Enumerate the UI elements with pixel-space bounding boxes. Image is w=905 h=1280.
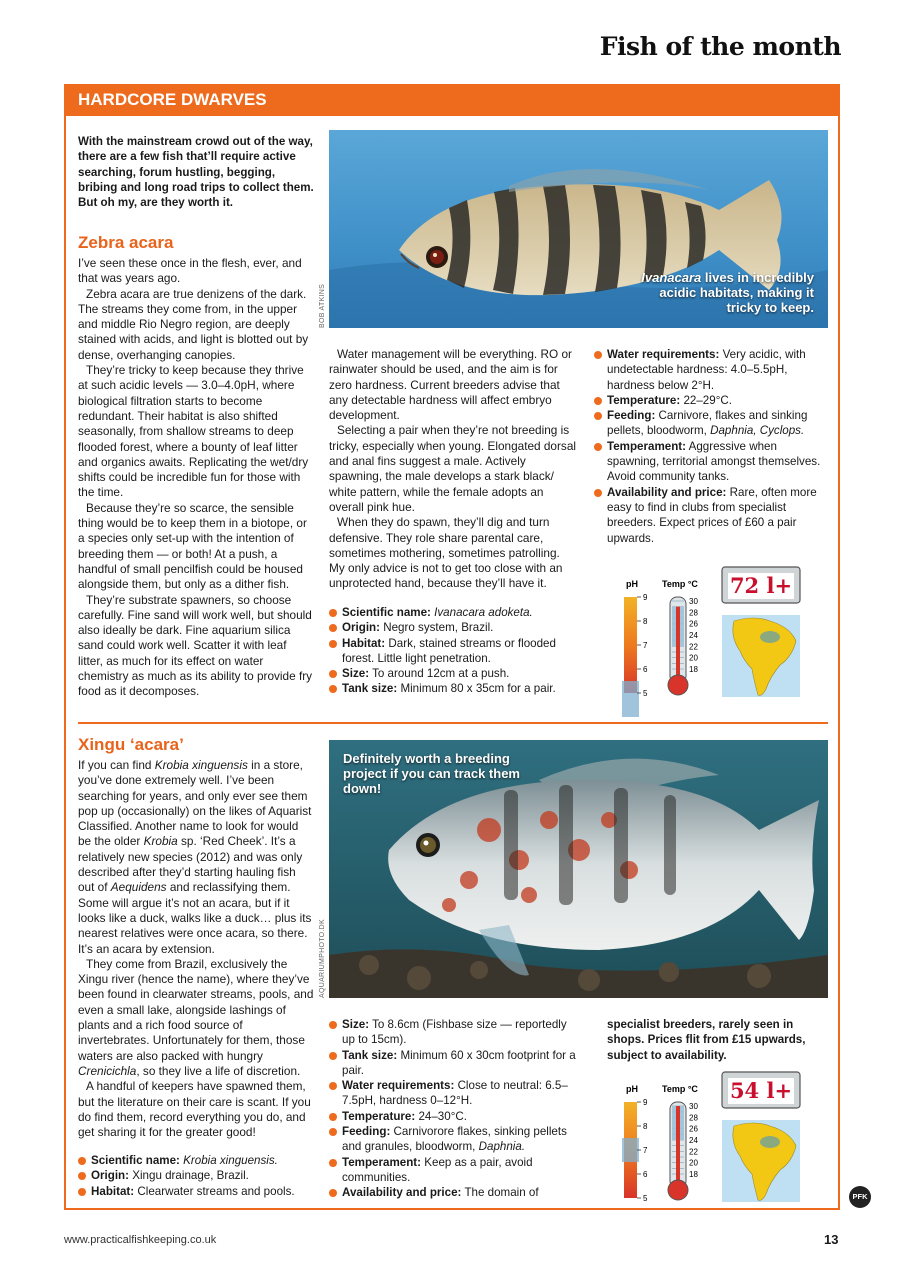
- zebra-p5: They’re substrate spawners, so choose carefully. Fine sand will work well, but should also ideally be dark. Fine aquarium silica sand could work well. Scatter it with leaf litter, as much for its effect on water chemistry as much as its ability to provide fry food as it decomposes.: [78, 592, 313, 699]
- temp-tick-label: 20: [689, 1158, 698, 1168]
- ph-range-band: [622, 681, 639, 717]
- list-item: Temperament: Aggressive when spawning, territorial amongst themselves. Avoid community tanks.: [594, 439, 826, 485]
- zebra-body-col1: [78, 256, 314, 700]
- ph-tick-label: 9: [643, 1098, 648, 1107]
- zebra-p1: I’ve seen these once in the flesh, ever, and that was years ago.: [78, 256, 302, 286]
- zebra-c2-p3: When they do spawn, they’ll dig and turn defensive. They role share parental care, sometimes mothering, sometimes patrolling. My only advice is not to get too close with an unprotected hand, because they’ll have it.: [329, 515, 563, 591]
- zebra-p4: Because they’re so scarce, the sensible thing would be to keep them in a biotope, or a species only set-up with the intention of breeding them — or both! At a push, a handful of small pencilfish could be housed alongside them, but only as a dither fish.: [78, 500, 307, 592]
- xingu-gauges: [594, 1070, 834, 1210]
- xingu-acara-photo: [329, 740, 828, 998]
- pfk-badge: PFK: [849, 1186, 871, 1208]
- tank-volume-label: 72 l+: [729, 573, 793, 598]
- ph-tube: [624, 597, 637, 693]
- list-item: Origin: Xingu drainage, Brazil.: [78, 1168, 318, 1183]
- thermometer-bulb: [668, 1180, 688, 1200]
- map-range-marker: [760, 1136, 780, 1148]
- temp-tick-label: 26: [689, 1124, 698, 1134]
- tank-volume-label: 54 l+: [729, 1078, 793, 1103]
- zebra-c2-p2: Selecting a pair when they’re not breeding is tricky, especially when young. Elongated dorsal and anal fins suggest a male. Actively spawning, the male develops a stark black/ white pattern, while the female adopts an overall pink hue.: [329, 423, 576, 514]
- ph-tick-label: 8: [643, 617, 648, 626]
- xingu-p1: If you can find Krobia xinguensis in a store, you’ve done extremely well. I’ve been searching for years, and only ever see them pop up (occasionally) on the likes of Aquarist Classified. Another name to look for would be the older Krobia sp. ‘Red Cheek’. It’s a relatively new species (2012) and was only described after they’d starting hauling fish out of Aequidens and reclassifying them. Some will argue it’s not an acara, but if it looks like a duck, walks like a duck… plus its nearest relatives were once acara, so there. It’s an acara by extension.: [78, 758, 312, 956]
- xingu-body-col1: [78, 758, 314, 1140]
- page-title: Fish of the month: [599, 32, 841, 61]
- ph-tick-label: 6: [643, 1170, 648, 1179]
- temp-tick-label: 22: [689, 1147, 698, 1157]
- zebra-photo-credit: BOB ATKINS: [319, 283, 326, 328]
- zebra-body-col2: [329, 347, 577, 592]
- section-banner: HARDCORE DWARVES: [64, 84, 840, 116]
- list-item: Temperature: 24–30°C.: [329, 1109, 581, 1124]
- ph-tick-label: 6: [643, 665, 648, 674]
- temp-tick-label: 26: [689, 619, 698, 629]
- temp-tick-label: 30: [689, 1102, 698, 1111]
- list-item: Tank size: Minimum 60 x 30cm footprint for a pair.: [329, 1048, 581, 1079]
- list-item: Availability and price: The domain of: [329, 1185, 581, 1200]
- list-item: Availability and price: Rare, often more easy to find in clubs from specialist breeders. Expect prices of £60 a pair upwards.: [594, 485, 826, 546]
- zebra-p2: Zebra acara are true denizens of the dark. The streams they come from, in the upper and middle Rio Negro region, are deeply stained with acids, and light is blotted out by dense, overhanging canopies.: [78, 286, 309, 362]
- temp-tick-label: 28: [689, 608, 698, 618]
- thermometer-bulb: [668, 675, 688, 695]
- xingu-facts-list-b: [329, 1017, 581, 1201]
- xingu-availability-cont: specialist breeders, rarely seen in shops. Prices flit from £15 upwards, subject to availability.: [607, 1018, 806, 1062]
- temp-tick-label: 30: [689, 597, 698, 606]
- footer-url[interactable]: www.practicalfishkeeping.co.uk: [64, 1234, 217, 1246]
- ph-tick-label: 5: [643, 1194, 648, 1203]
- ph-label: pH: [626, 1084, 638, 1094]
- ph-tick-label: 8: [643, 1122, 648, 1131]
- map-range-marker: [760, 631, 780, 643]
- zebra-acara-photo: [329, 130, 828, 328]
- list-item: Tank size: Minimum 80 x 35cm for a pair.: [329, 681, 577, 696]
- temp-tick-label: 24: [689, 631, 698, 640]
- temp-tick-label: 18: [689, 1170, 698, 1179]
- xingu-photo-credit: AQUARIUMPHOTO.DK: [319, 919, 326, 998]
- temp-label: Temp °C: [662, 1084, 698, 1094]
- list-item: Origin: Negro system, Brazil.: [329, 620, 577, 635]
- ph-tick-label: 5: [643, 689, 648, 698]
- list-item: Temperature: 22–29°C.: [594, 393, 826, 408]
- ph-tick-label: 7: [643, 641, 648, 650]
- zebra-acara-heading: Zebra acara: [78, 233, 174, 252]
- zebra-p3: They’re tricky to keep because they thrive at such acidic levels — 3.0–4.0pH, where biological filtration starts to become redundant. Their habitat is also shifted seasonally, from shallow streams to deep flooded forest, where a bounty of leaf litter and organics awaits. Replicating the wet/dry shifts could be incredible fun for those with the time.: [78, 363, 309, 500]
- temp-tick-label: 28: [689, 1113, 698, 1123]
- temp-label: Temp °C: [662, 579, 698, 589]
- list-item: Scientific name: Krobia xinguensis.: [78, 1153, 318, 1168]
- xingu-facts-list-a: [78, 1153, 318, 1199]
- zebra-gauges: [594, 565, 834, 705]
- ph-tick-label: 9: [643, 593, 648, 602]
- xingu-gauge-graphic: [594, 1070, 834, 1210]
- temp-tick-label: 22: [689, 642, 698, 652]
- list-item: Habitat: Clearwater streams and pools.: [78, 1184, 318, 1199]
- list-item: Feeding: Carnivorore flakes, sinking pellets and granules, bloodworm, Daphnia.: [329, 1124, 581, 1155]
- intro-standfirst: With the mainstream crowd out of the way, there are a few fish that’ll require active searching, forum hustling, begging, bribing and long road trips to collect them. But oh my, are they worth it.: [78, 135, 314, 210]
- section-divider: [78, 722, 828, 724]
- zebra-facts-list-b: [594, 347, 826, 546]
- zebra-c2-p1: Water management will be everything. RO or rainwater should be used, and the aim is for zero hardness. Current breeders advise that any detectable hardness will affect embryo development.: [329, 347, 572, 423]
- list-item: Water requirements: Close to neutral: 6.5–7.5pH, hardness 0–12°H.: [329, 1078, 581, 1109]
- ph-label: pH: [626, 579, 638, 589]
- ph-range-band: [622, 1138, 639, 1162]
- list-item: Water requirements: Very acidic, with undetectable hardness: 4.0–5.5pH, hardness below 2°H.: [594, 347, 826, 393]
- zebra-photo-caption: [634, 270, 814, 315]
- list-item: Temperament: Keep as a pair, avoid communities.: [329, 1155, 581, 1186]
- ph-tick-label: 7: [643, 1146, 648, 1155]
- xingu-p3: A handful of keepers have spawned them, but the literature on their care is scant. If you do find them, record everything you do, and get sharing it for the greater good!: [78, 1079, 311, 1140]
- caption-genus: Ivanacara: [641, 270, 702, 285]
- list-item: Size: To 8.6cm (Fishbase size — reportedly up to 15cm).: [329, 1017, 581, 1048]
- caption-rest: lives in incredibly acidic habitats, making it tricky to keep.: [659, 270, 814, 315]
- list-item: Size: To around 12cm at a push.: [329, 666, 577, 681]
- list-item: Habitat: Dark, stained streams or flooded forest. Little light penetration.: [329, 636, 577, 667]
- temp-tick-label: 20: [689, 653, 698, 663]
- list-item: Scientific name: Ivanacara adoketa.: [329, 605, 577, 620]
- temp-tick-label: 18: [689, 665, 698, 674]
- mercury-column: [676, 1106, 680, 1184]
- zebra-gauge-graphic: [594, 565, 834, 705]
- xingu-acara-heading: Xingu ‘acara’: [78, 735, 184, 754]
- xingu-photo-caption: Definitely worth a breeding project if you can track them down!: [343, 751, 520, 796]
- page-number: 13: [824, 1232, 839, 1247]
- xingu-p2: They come from Brazil, exclusively the Xingu river (hence the name), where they’ve been found in clearwater streams, pools, and even a small lake, alongside lashings of plants and a rich food source of invertebrates. Unfortunately for them, those waters are also packed with hungry Crenicichla, so they live a life of discretion.: [78, 956, 314, 1078]
- list-item: Feeding: Carnivore, flakes and sinking pellets, bloodworm, Daphnia, Cyclops.: [594, 408, 826, 439]
- temp-tick-label: 24: [689, 1136, 698, 1145]
- mercury-column: [676, 607, 680, 679]
- zebra-facts-list-a: [329, 605, 577, 697]
